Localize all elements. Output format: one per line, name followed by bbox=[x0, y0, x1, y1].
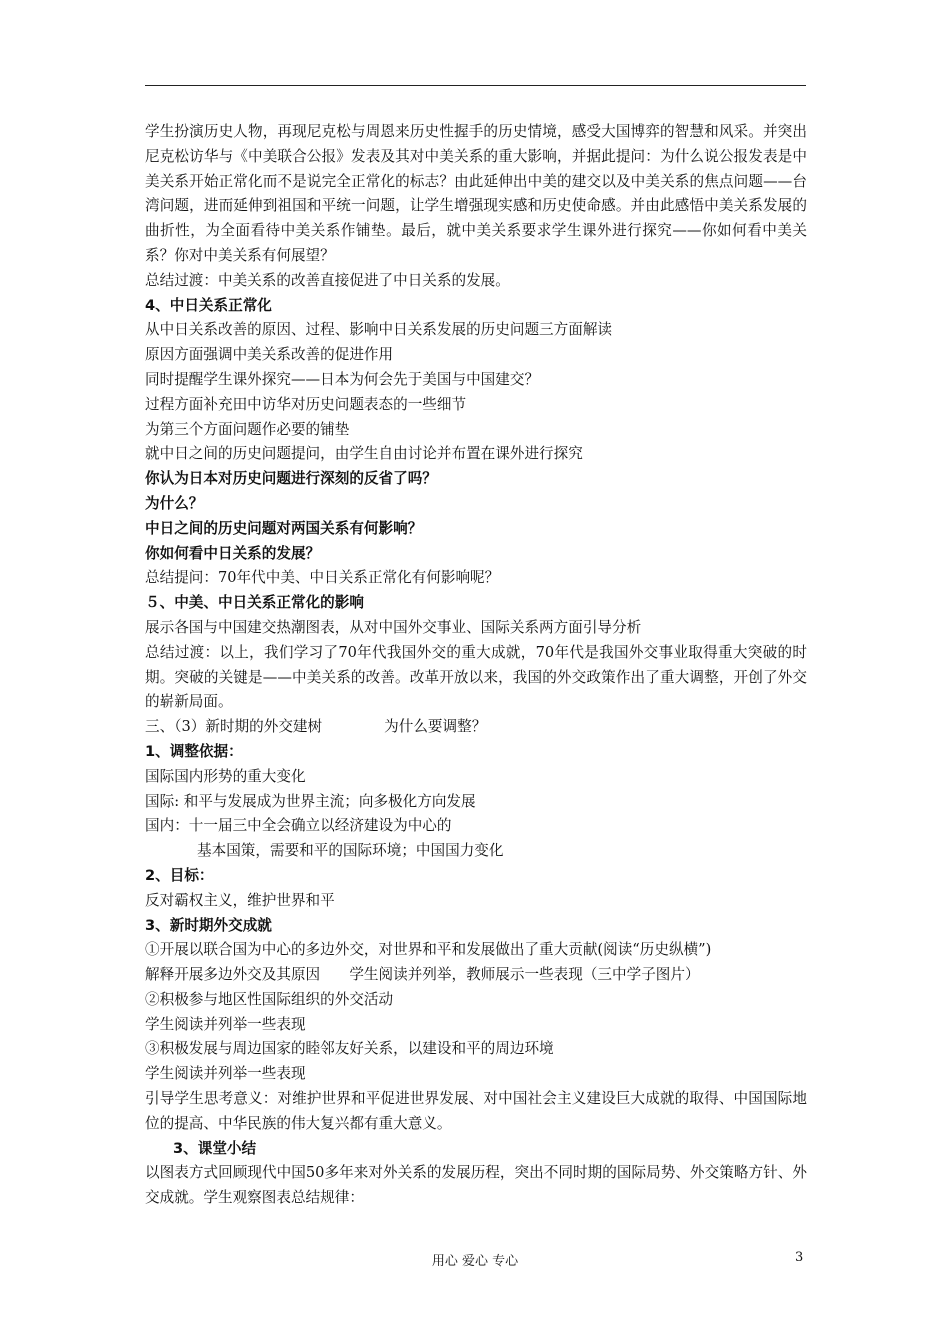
paragraph: ②积极参与地区性国际组织的外交活动 bbox=[145, 990, 394, 1008]
paragraph: 反对霸权主义，维护世界和平 bbox=[145, 891, 335, 909]
paragraph: 国际国内形势的重大变化 bbox=[145, 767, 306, 785]
paragraph: 学生阅读并列举一些表现 bbox=[145, 1065, 306, 1083]
paragraph: 就中日之间的历史问题提问，由学生自由讨论并布置在课外进行探究 bbox=[145, 445, 583, 463]
paragraph: ①开展以联合国为中心的多边外交，对世界和平和发展做出了重大贡献(阅读“历史纵横”) bbox=[145, 941, 712, 959]
paragraph: 同时提醒学生课外探究——日本为何会先于美国与中国建交？ bbox=[145, 370, 540, 388]
paragraph: 国内：十一届三中全会确立以经济建设为中心的 bbox=[145, 817, 452, 835]
paragraph: 原因方面强调中美关系改善的促进作用 bbox=[145, 346, 394, 364]
paragraph: 引导学生思考意义：对维护世界和平促进世界发展、对中国社会主义建设巨大成就的取得、中国国际地位的提高、中华民族的伟大复兴都有重大意义。 bbox=[145, 1090, 807, 1132]
paragraph: 总结提问：70年代中美、中日关系正常化有何影响呢？ bbox=[145, 569, 500, 587]
paragraph: 解释开展多边外交及其原因 学生阅读并列举，教师展示一些表现（三中学子图片） bbox=[145, 966, 700, 984]
section-heading: 3、课堂小结 bbox=[173, 1139, 257, 1157]
paragraph: 学生阅读并列举一些表现 bbox=[145, 1015, 306, 1033]
page-number: 3 bbox=[795, 1250, 804, 1265]
paragraph: 总结过渡：中美关系的改善直接促进了中日关系的发展。 bbox=[145, 271, 510, 289]
discussion-question: 你认为日本对历史问题进行深刻的反省了吗？ bbox=[145, 470, 437, 488]
paragraph-indented: 基本国策，需要和平的国际环境；中国国力变化 bbox=[197, 842, 504, 860]
paragraph: 学生扮演历史人物，再现尼克松与周恩来历史性握手的历史情境，感受大国博弈的智慧和风采。并突出尼克松访华与《中美联合公报》发表及其对中美关系的重大影响，并据此提问：为什么说公报发表是中美关系开始正常化而不是说完全正常化的标志？由此延伸出中美的建交以及中美关系的焦点问题——台湾问题，进而延伸到祖国和平统一问题，让学生增强现实感和历史使命感。并由此感悟中美关系发展的曲折性，为全面看待中美关系作铺垫。最后，就中美关系要求学生课外进行探究——你如何看中美关系？你对中美关系有何展望？ bbox=[145, 123, 807, 264]
discussion-question: 你如何看中日关系的发展？ bbox=[145, 544, 321, 562]
paragraph: 为第三个方面问题作必要的铺垫 bbox=[145, 420, 350, 438]
paragraph-section-three bbox=[145, 715, 807, 740]
paragraph: ③积极发展与周边国家的睦邻友好关系，以建设和平的周边环境 bbox=[145, 1040, 554, 1058]
section-heading: 4、中日关系正常化 bbox=[145, 296, 272, 314]
section-heading: ５、中美、中日关系正常化的影响 bbox=[145, 594, 364, 612]
page-body bbox=[145, 120, 807, 1211]
section-heading: 1、调整依据： bbox=[145, 742, 243, 760]
section-heading: 2、目标： bbox=[145, 866, 214, 884]
paragraph: 以图表方式回顾现代中国50多年来对外关系的发展历程，突出不同时期的国际局势、外交策略方针、外交成就。学生观察图表总结规律： bbox=[145, 1164, 807, 1207]
footer-motto: 用心 爱心 专心 bbox=[431, 1254, 519, 1269]
section-three-question: 为什么要调整？ bbox=[384, 718, 487, 736]
discussion-question: 为什么？ bbox=[145, 494, 204, 512]
section-three-title: 三、（3）新时期的外交建树 bbox=[145, 718, 323, 736]
header-rule bbox=[145, 85, 806, 86]
section-heading: 3、新时期外交成就 bbox=[145, 916, 272, 934]
paragraph: 国际: 和平与发展成为世界主流；向多极化方向发展 bbox=[145, 792, 476, 810]
paragraph: 过程方面补充田中访华对历史问题表态的一些细节 bbox=[145, 395, 467, 413]
discussion-question: 中日之间的历史问题对两国关系有何影响？ bbox=[145, 519, 423, 537]
paragraph: 从中日关系改善的原因、过程、影响中日关系发展的历史问题三方面解读 bbox=[145, 321, 613, 339]
paragraph: 总结过渡：以上，我们学习了70年代我国外交的重大成就，70年代是我国外交事业取得重大突破的时期。突破的关键是——中美关系的改善。改革开放以来，我国的外交政策作出了重大调整，开创了外交的崭新局面。 bbox=[145, 643, 807, 711]
paragraph: 展示各国与中国建交热潮图表，从对中国外交事业、国际关系两方面引导分析 bbox=[145, 618, 642, 636]
